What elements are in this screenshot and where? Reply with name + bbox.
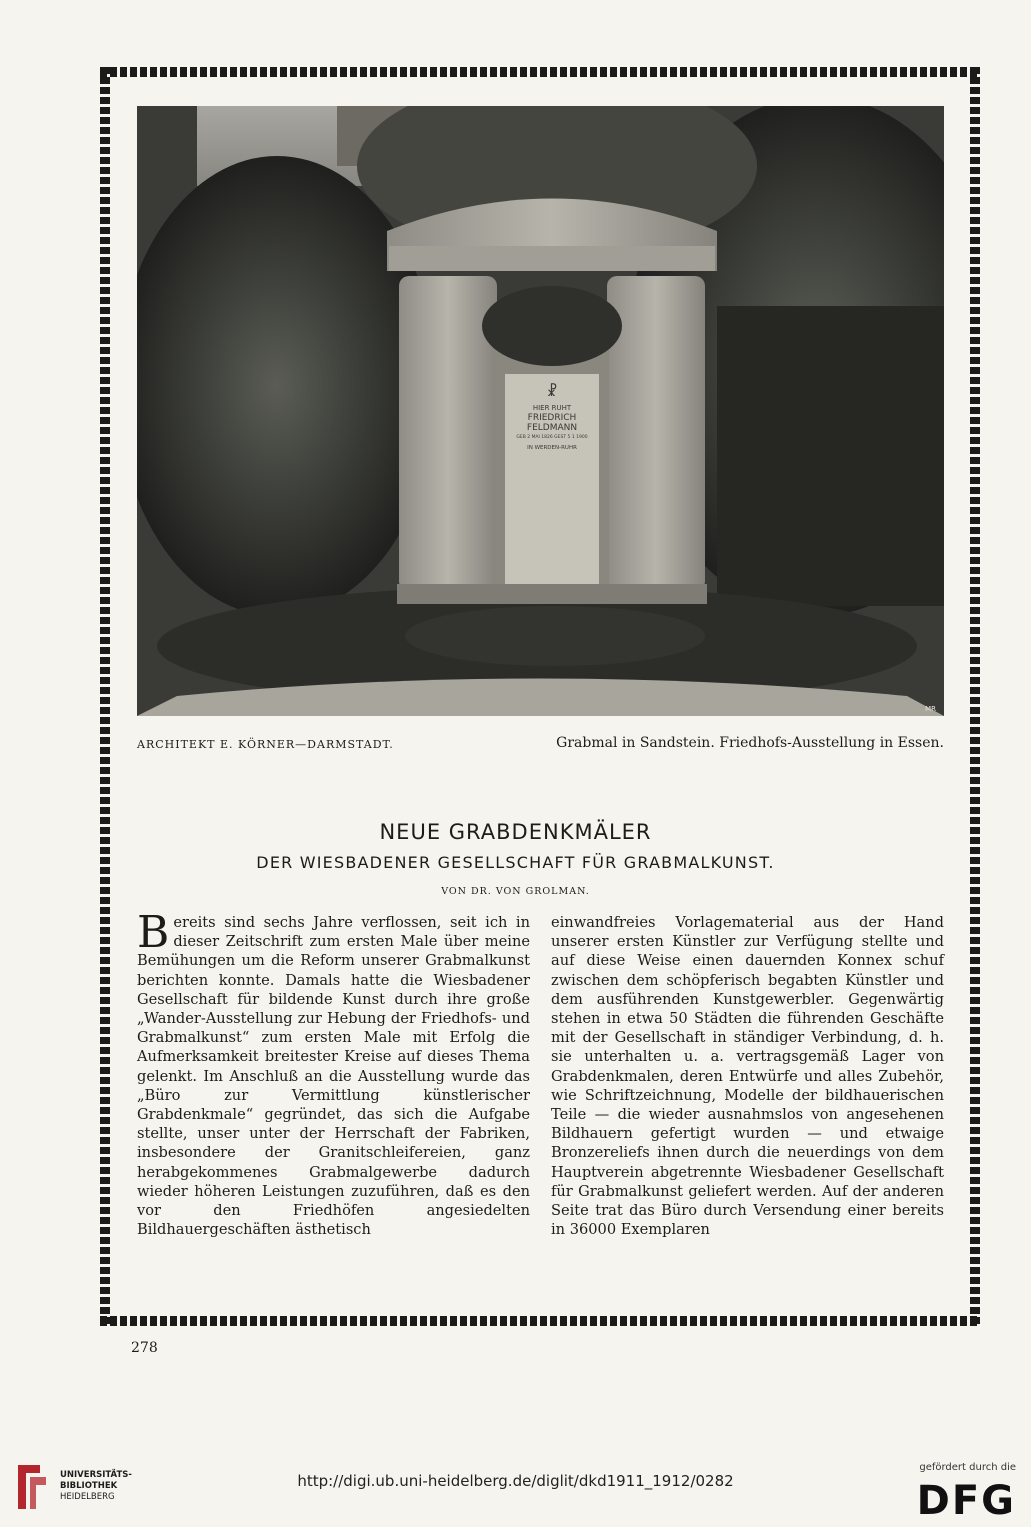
caption-architect: ARCHITEKT E. KÖRNER—DARMSTADT. [137, 738, 394, 751]
library-name-line: UNIVERSITÄTS- [60, 1470, 132, 1480]
inscription [509, 403, 595, 453]
caption-description: Grabmal in Sandstein. Friedhofs-Ausstellung in Essen. [556, 735, 944, 751]
library-name-line: HEIDELBERG [60, 1492, 115, 1502]
article-text-right: einwandfreies Vorlagematerial aus der Hand unserer ersten Künstler zur Verfügung stellte und auf diese Weise einen dauernden Konnex schuf zwischen dem schöpferisch begabten Künstler und dem ausführenden Kunstgewerbler. Gegenwärtig stehen in etwa 50 Städten die führenden Geschäfte mit der Gesellschaft in ständiger Verbindung, d. h. sie unterhalten u. a. vertragsgemäß Lager von Grabdenkmalen, deren Entwürfe und alles Zubehör, wie Schriftzeichnung, Modelle der bildhauerischen Teile — die wieder ausnahmslos von angesehenen Bildhauern gefertigt wurden — und etwaige Bronzereliefs ihnen durch die neuerdings von dem Hauptverein abgetrennte Wiesbadener Gesellschaft für Grabmalkunst geliefert werden. Auf der anderen Seite trat das Büro durch Versendung einer bereits in 36000 Exemplaren [551, 914, 944, 1239]
funding-caption: gefördert durch die [919, 1462, 1016, 1473]
inscription-line: FELDMANN [526, 423, 578, 433]
decorative-border-right [970, 67, 980, 1326]
inscription-line: GEB 2 MAI 1826 GEST 5 1 1900 [516, 435, 588, 440]
inscription-line: HIER RUHT [532, 404, 572, 412]
page-number: 278 [131, 1340, 158, 1356]
gravestone-photograph [137, 106, 944, 716]
library-name-line: BIBLIOTHEK [60, 1481, 118, 1491]
article-subtitle: DER WIESBADENER GESELLSCHAFT FÜR GRABMALKUNST. [256, 853, 775, 872]
drop-cap: B [137, 907, 170, 958]
article-column-left [137, 907, 530, 1239]
inscription-line: IN WERDEN-RUHR [527, 445, 577, 451]
decorative-border-left [100, 67, 110, 1326]
article-column-right [551, 913, 944, 1239]
decorative-border-bottom [100, 1316, 980, 1326]
decorative-border-top [100, 67, 980, 77]
inscription-line: FRIEDRICH [527, 413, 577, 423]
svg-text:☧: ☧ [546, 384, 558, 400]
photographer-monogram: MR [925, 705, 936, 713]
article-text-left: ereits sind sechs Jahre verflossen, seit ich in dieser Zeitschrift zum ersten Male über meine Bemühungen um die Reform unserer Grabmalkunst berichten konnte. Damals hatte die Wiesbadener Gesellschaft für bildende Kunst durch ihre große „Wander-Ausstellung zur Hebung der Friedhofs- und Grabmalkunst“ zum ersten Male mit Erfolg die Aufmerksamkeit breitester Kreise auf dieses Thema gelenkt. Im Anschluß an die Ausstellung wurde das „Büro zur Vermittlung künstlerischer Grabdenkmale“ gegründet, das sich die Aufgabe stellte, unser unter der Herrschaft der Fabriken, insbesondere der Granitschleifereien, ganz herabgekommenes Grabmalgewerbe dadurch wieder höheren Leistungen zuzuführen, daß es den vor den Friedhöfen angesiedelten Bildhauergeschäften ästhetisch [137, 914, 530, 1239]
dfg-logo[interactable]: DFG [916, 1478, 1016, 1524]
article-byline: VON DR. VON GROLMAN. [441, 886, 590, 897]
article-title: NEUE GRABDENKMÄLER [379, 820, 652, 844]
digital-object-url[interactable]: http://digi.ub.uni-heidelberg.de/diglit/dkd1911_1912/0282 [297, 1472, 734, 1490]
